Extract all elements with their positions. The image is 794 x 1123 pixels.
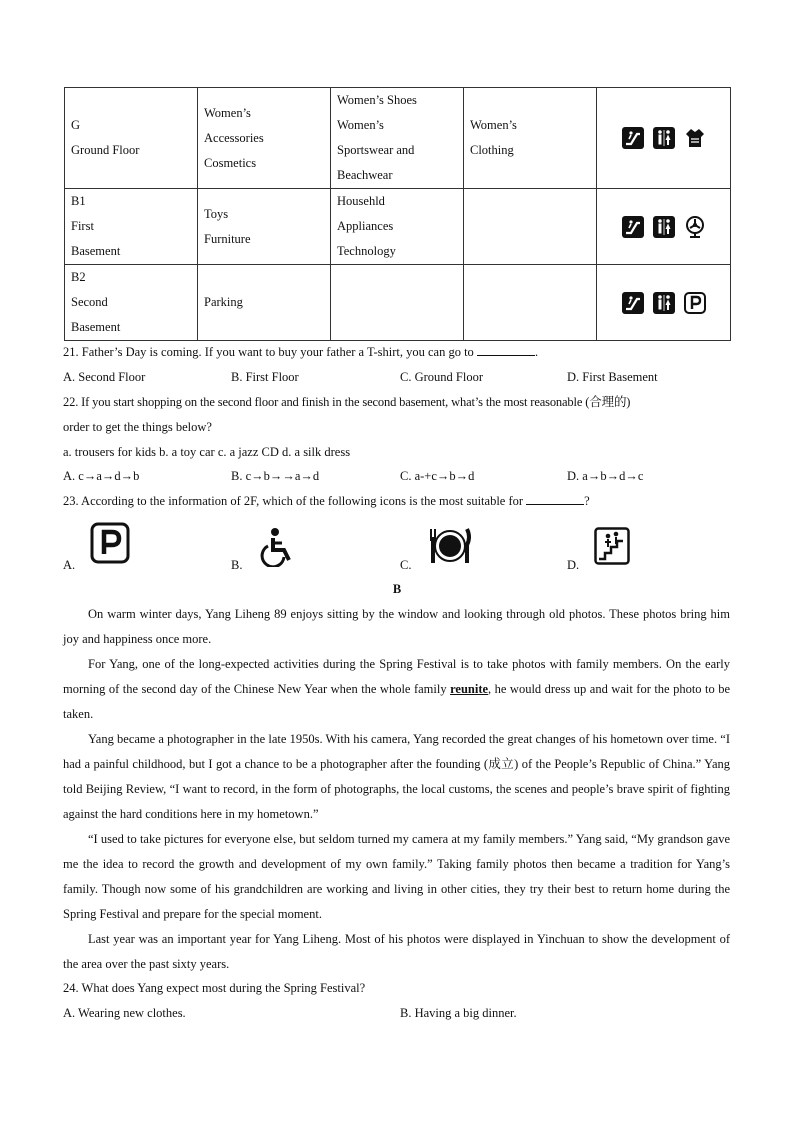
q21-option-b[interactable]: B. First Floor: [231, 370, 299, 384]
passage-paragraph: Last year was an important year for Yang Liheng. Most of his photos were displayed in Yinchuan to show the development of the area over the past sixty years.: [63, 932, 730, 971]
q23-option-a-label[interactable]: A.: [63, 558, 76, 572]
q21-option-a[interactable]: A. Second Floor: [63, 370, 146, 384]
empty-cell: [331, 265, 464, 341]
restroom-icon: [653, 216, 675, 238]
table-row: [65, 189, 731, 265]
floor-cell: B1 First Basement: [65, 189, 198, 265]
department-cell: Toys Furniture: [198, 189, 331, 265]
q23-option-d-label[interactable]: D.: [567, 558, 580, 572]
q24-option-b[interactable]: B. Having a big dinner.: [400, 1006, 517, 1020]
department-cell: Women’s Clothing: [464, 88, 597, 189]
q21-option-c[interactable]: C. Ground Floor: [400, 370, 483, 384]
department-cell: Women’s Shoes Women’s Sportswear and Beachwear: [331, 88, 464, 189]
answer-blank: [477, 343, 535, 356]
table-row: [65, 265, 731, 341]
passage-paragraph: “I used to take pictures for everyone else, but seldom turned my camera at my family members.” Yang said, “My grandson gave me the idea to record the growth and development of my own family.” Taking family photos then became a tradition for Yang’s family. Though now some of his grandchildren are working and living in other cities, they try their best to return home during the Spring Festival and prepare for the special moment.: [63, 832, 730, 921]
escalator-icon: [622, 292, 644, 314]
section-b-heading: B: [392, 582, 402, 596]
question-22-items: a. trousers for kids b. a toy car c. a jazz CD d. a silk dress: [63, 445, 351, 459]
department-cell: Women’s Accessories Cosmetics: [198, 88, 331, 189]
passage-paragraph: For Yang, one of the long-expected activities during the Spring Festival is to take photos with family members. On the early morning of the second day of the Chinese New Year when the whole family reunite, he would dress up and wait for the photo to be taken.: [63, 657, 731, 721]
passage-paragraph: Yang became a photographer in the late 1950s. With his camera, Yang recorded the great changes of his hometown over time. “I had a painful childhood, but I got a chance to be a photographer after the founding (成立) of the People’s Republic of China.” Yang told Beijing Review, “I want to record, in the form of photographs, the local customs, the scenes and people’s brave spirit of fighting against the hard conditions here in my hometown.”: [63, 732, 730, 821]
q24-option-a[interactable]: A. Wearing new clothes.: [63, 1006, 186, 1020]
store-directory-table: [64, 87, 731, 341]
answer-blank: [526, 492, 584, 505]
facility-icons-cell: [597, 189, 731, 265]
passage-paragraph: On warm winter days, Yang Liheng 89 enjoys sitting by the window and looking through old photos. These photos bring him joy and happiness once more.: [63, 607, 730, 646]
highlighted-word: reunite: [450, 682, 489, 696]
table-row: [65, 88, 731, 189]
empty-cell: [464, 189, 597, 265]
question-21-stem: 21. Father’s Day is coming. If you want to buy your father a T-shirt, you can go to .: [63, 345, 539, 359]
department-cell: Parking: [198, 265, 331, 341]
restroom-icon: [653, 292, 675, 314]
stairs-icon[interactable]: [594, 527, 630, 565]
escalator-icon: [622, 216, 644, 238]
facility-icons-cell: [597, 88, 731, 189]
wheelchair-icon[interactable]: [258, 527, 296, 567]
q22-option-c[interactable]: C. a-+c→b→d: [400, 469, 475, 483]
clothing-icon: [684, 127, 706, 149]
restroom-icon: [653, 127, 675, 149]
fan-icon: [684, 216, 706, 238]
q22-option-b[interactable]: B. c→b→→a→d: [231, 469, 320, 483]
dining-icon[interactable]: [427, 525, 473, 565]
q21-option-d[interactable]: D. First Basement: [567, 370, 658, 384]
department-cell: Househld Appliances Technology: [331, 189, 464, 265]
q22-option-a[interactable]: A. c→a→d→b: [63, 469, 140, 483]
reading-passage: [63, 602, 730, 977]
empty-cell: [464, 265, 597, 341]
floor-cell: B2 Second Basement: [65, 265, 198, 341]
q23-option-c-label[interactable]: C.: [400, 558, 412, 572]
escalator-icon: [622, 127, 644, 149]
parking-icon: [684, 292, 706, 314]
floor-cell: G Ground Floor: [65, 88, 198, 189]
q22-option-d[interactable]: D. a→b→d→c: [567, 469, 644, 483]
question-22-stem: 22. If you start shopping on the second floor and finish in the second basement, what’s the most reasonable (合理的): [63, 395, 631, 409]
question-24-stem: 24. What does Yang expect most during the Spring Festival?: [63, 981, 366, 995]
parking-icon[interactable]: [90, 522, 130, 564]
question-23-stem: 23. According to the information of 2F, which of the following icons is the most suitable for ?: [63, 494, 590, 508]
facility-icons-cell: [597, 265, 731, 341]
q23-option-b-label[interactable]: B.: [231, 558, 243, 572]
question-22-stem-cont: order to get the things below?: [63, 420, 212, 434]
